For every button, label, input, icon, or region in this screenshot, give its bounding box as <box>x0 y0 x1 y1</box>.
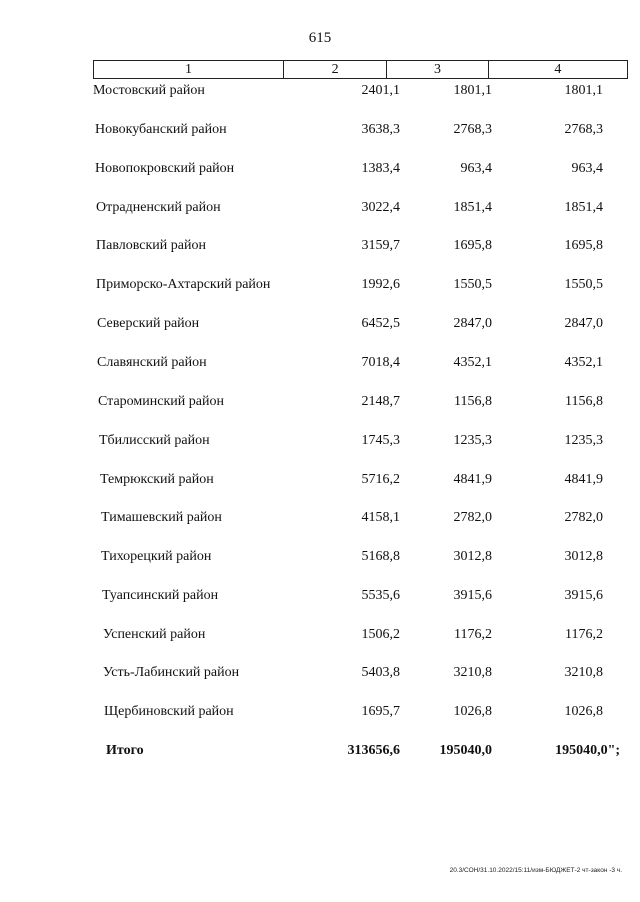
value-col-4: 963,4 <box>571 161 603 176</box>
value-col-3: 963,4 <box>460 161 492 176</box>
table-row <box>0 624 640 646</box>
table-row <box>0 119 640 141</box>
value-col-3: 2768,3 <box>453 122 492 137</box>
value-col-2: 1745,3 <box>361 433 400 448</box>
table-row <box>0 469 640 491</box>
value-col-4: 1801,1 <box>564 83 603 98</box>
table-row <box>0 391 640 413</box>
district-name: Павловский район <box>96 238 206 253</box>
district-name: Приморско-Ахтарский район <box>96 277 271 292</box>
total-value-col-3: 195040,0 <box>439 743 492 758</box>
value-col-3: 1235,3 <box>453 433 492 448</box>
header-col-2: 2 <box>283 61 386 79</box>
value-col-4: 1695,8 <box>564 238 603 253</box>
district-name: Мостовский район <box>93 83 205 98</box>
district-name: Успенский район <box>103 627 206 642</box>
district-name: Тимашевский район <box>101 510 222 525</box>
total-value-col-4: 195040,0"; <box>555 743 620 758</box>
value-col-2: 2401,1 <box>361 83 400 98</box>
district-name: Новокубанский район <box>95 122 227 137</box>
value-col-2: 5716,2 <box>361 472 400 487</box>
value-col-3: 4352,1 <box>453 355 492 370</box>
value-col-4: 1235,3 <box>564 433 603 448</box>
total-row <box>0 740 640 762</box>
value-col-3: 1801,1 <box>453 83 492 98</box>
value-col-2: 4158,1 <box>361 510 400 525</box>
column-number-header <box>93 60 628 79</box>
value-col-2: 3638,3 <box>361 122 400 137</box>
table-row <box>0 158 640 180</box>
value-col-3: 1176,2 <box>454 627 492 642</box>
district-name: Отрадненский район <box>96 200 221 215</box>
header-col-3: 3 <box>387 61 488 79</box>
value-col-4: 3210,8 <box>564 665 603 680</box>
value-col-4: 1156,8 <box>565 394 603 409</box>
value-col-3: 1695,8 <box>453 238 492 253</box>
document-footer: 20.3/СОН/31.10.2022/15:11/изм-БЮДЖЕТ-2 чт-закон -3 ч. <box>449 867 622 874</box>
table-row <box>0 274 640 296</box>
district-name: Щербиновский район <box>104 704 234 719</box>
table-row <box>0 546 640 568</box>
value-col-4: 1851,4 <box>564 200 603 215</box>
table-row <box>0 313 640 335</box>
value-col-2: 3159,7 <box>361 238 400 253</box>
value-col-4: 4841,9 <box>564 472 603 487</box>
district-name: Тихорецкий район <box>101 549 212 564</box>
value-col-3: 3210,8 <box>453 665 492 680</box>
district-name: Тбилисский район <box>99 433 210 448</box>
value-col-2: 5403,8 <box>361 665 400 680</box>
value-col-3: 4841,9 <box>453 472 492 487</box>
table-row <box>0 80 640 102</box>
district-name: Новопокровский район <box>95 161 235 176</box>
value-col-3: 2782,0 <box>453 510 492 525</box>
value-col-3: 1851,4 <box>453 200 492 215</box>
district-name: Темрюкский район <box>100 472 214 487</box>
value-col-4: 4352,1 <box>564 355 603 370</box>
value-col-4: 2847,0 <box>564 316 603 331</box>
total-label: Итого <box>106 743 144 758</box>
value-col-4: 3012,8 <box>564 549 603 564</box>
value-col-3: 1156,8 <box>454 394 492 409</box>
page-number: 615 <box>308 30 332 46</box>
value-col-2: 1383,4 <box>361 161 400 176</box>
value-col-2: 5168,8 <box>361 549 400 564</box>
value-col-4: 2768,3 <box>564 122 603 137</box>
table-row <box>0 701 640 723</box>
value-col-3: 2847,0 <box>453 316 492 331</box>
table-row <box>0 352 640 374</box>
table-row <box>0 585 640 607</box>
value-col-4: 1176,2 <box>565 627 603 642</box>
value-col-2: 2148,7 <box>361 394 400 409</box>
value-col-2: 5535,6 <box>361 588 400 603</box>
district-name: Усть-Лабинский район <box>103 665 240 680</box>
value-col-3: 3012,8 <box>453 549 492 564</box>
value-col-2: 7018,4 <box>361 355 400 370</box>
table-row <box>0 197 640 219</box>
header-col-4: 4 <box>488 61 627 79</box>
total-value-col-2: 313656,6 <box>347 743 400 758</box>
table-row <box>0 507 640 529</box>
value-col-3: 1550,5 <box>453 277 492 292</box>
value-col-4: 1026,8 <box>564 704 603 719</box>
table-row <box>0 430 640 452</box>
value-col-2: 1695,7 <box>361 704 400 719</box>
value-col-4: 1550,5 <box>564 277 603 292</box>
district-name: Славянский район <box>97 355 207 370</box>
value-col-2: 6452,5 <box>361 316 400 331</box>
value-col-2: 1506,2 <box>361 627 400 642</box>
value-col-4: 2782,0 <box>564 510 603 525</box>
header-col-1: 1 <box>94 61 284 79</box>
district-name: Староминский район <box>98 394 224 409</box>
district-name: Туапсинский район <box>102 588 219 603</box>
value-col-3: 3915,6 <box>453 588 492 603</box>
value-col-2: 3022,4 <box>361 200 400 215</box>
value-col-2: 1992,6 <box>361 277 400 292</box>
table-row <box>0 662 640 684</box>
value-col-3: 1026,8 <box>453 704 492 719</box>
value-col-4: 3915,6 <box>564 588 603 603</box>
table-row <box>0 235 640 257</box>
district-name: Северский район <box>97 316 200 331</box>
